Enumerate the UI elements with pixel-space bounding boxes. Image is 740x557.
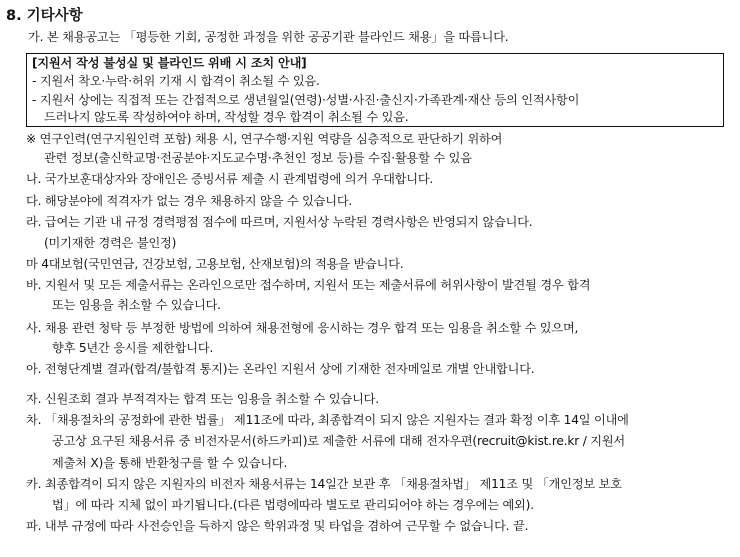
item-ma: 마 4대보험(국민연금, 건강보험, 고용보험, 산재보험)의 적용을 받습니다. <box>26 257 404 271</box>
item-na: 나. 국가보훈대상자와 장애인은 증빙서류 제출 시 관계법령에 의거 우대합니다. <box>26 172 434 186</box>
notice-item-2: - 지원서 상에는 직접적 또는 간접적으로 생년월일(연령)·성별·사진·출신지·가족관계·재산 등의 인적사항이 <box>32 93 580 107</box>
item-ja: 자. 신원조회 결과 부적격자는 합격 또는 임용을 취소할 수 있습니다. <box>26 392 379 406</box>
notice-item-2-cont: 드러나지 않도록 작성하여야 하며, 작성할 경우 합격이 취소될 수 있음. <box>44 110 409 124</box>
section-heading: 8. 기타사항 <box>6 8 83 24</box>
item-ka: 카. 최종합격이 되지 않은 지원자의 비전자 채용서류는 14일간 보관 후 「채용절차법」 제11조 및 「개인정보 보호 <box>26 477 622 491</box>
item-pa: 파. 내부 규정에 따라 사전승인을 득하지 않은 학위과정 및 타업을 겸하여 근무할 수 없습니다. 끝. <box>26 519 529 533</box>
item-da: 다. 해당분야에 적격자가 없는 경우 채용하지 않을 수 있습니다. <box>26 194 353 208</box>
notice-item-1: - 지원서 착오·누락·허위 기재 시 합격이 취소될 수 있음. <box>32 74 320 88</box>
item-sa-cont: 향후 5년간 응시를 제한합니다. <box>52 341 214 355</box>
item-cha-cont-1: 공고상 요구된 채용서류 중 비전자문서(하드카피)로 제출한 서류에 대해 전자우편(recruit@kist.re.kr / 지원서 <box>52 434 626 448</box>
item-ra: 라. 급여는 기관 내 규정 경력평점 점수에 따르며, 지원서상 누락된 경력사항은 반영되지 않습니다. <box>26 215 533 229</box>
item-cha-cont-2: 제출처 X)을 통해 반환청구를 할 수 있습니다. <box>52 456 288 470</box>
notice-title: [지원서 작성 불성실 및 블라인드 위배 시 조치 안내] <box>32 56 307 70</box>
item-ga: 가. 본 채용공고는 「평등한 기회, 공정한 과정을 위한 공공기관 블라인드 채용」을 따릅니다. <box>28 30 509 44</box>
research-note: ※ 연구인력(연구지원인력 포함) 채용 시, 연구수행·지원 역량을 심층적으로 판단하기 위하여 <box>26 132 503 146</box>
item-a: 아. 전형단계별 결과(합격/불합격 통지)는 온라인 지원서 상에 기재한 전자메일로 개별 안내합니다. <box>26 362 535 376</box>
item-ba-cont: 또는 임용을 취소할 수 있습니다. <box>52 298 221 312</box>
item-ba: 바. 지원서 및 모든 제출서류는 온라인으로만 접수하며, 지원서 또는 제출서류에 허위사항이 발견될 경우 합격 <box>26 278 591 292</box>
item-ka-cont: 법」에 따라 지체 없이 파기됩니다.(다른 법령에따라 별도로 관리되어야 하는 경우에는 예외). <box>52 498 534 512</box>
item-sa: 사. 채용 관련 청탁 등 부정한 방법에 의하여 채용전형에 응시하는 경우 합격 또는 임용을 취소할 수 있으며, <box>26 321 579 335</box>
item-cha: 차. 「채용절차의 공정화에 관한 법률」 제11조에 따라, 최종합격이 되지 않은 지원자는 결과 확정 이후 14일 이내에 <box>26 413 629 427</box>
item-ra-cont: (미기재한 경력은 불인정) <box>44 236 177 250</box>
research-note-cont: 관련 정보(출신학교명·전공분야·지도교수명·추천인 정보 등)를 수집·활용할 수 있음 <box>44 151 472 165</box>
